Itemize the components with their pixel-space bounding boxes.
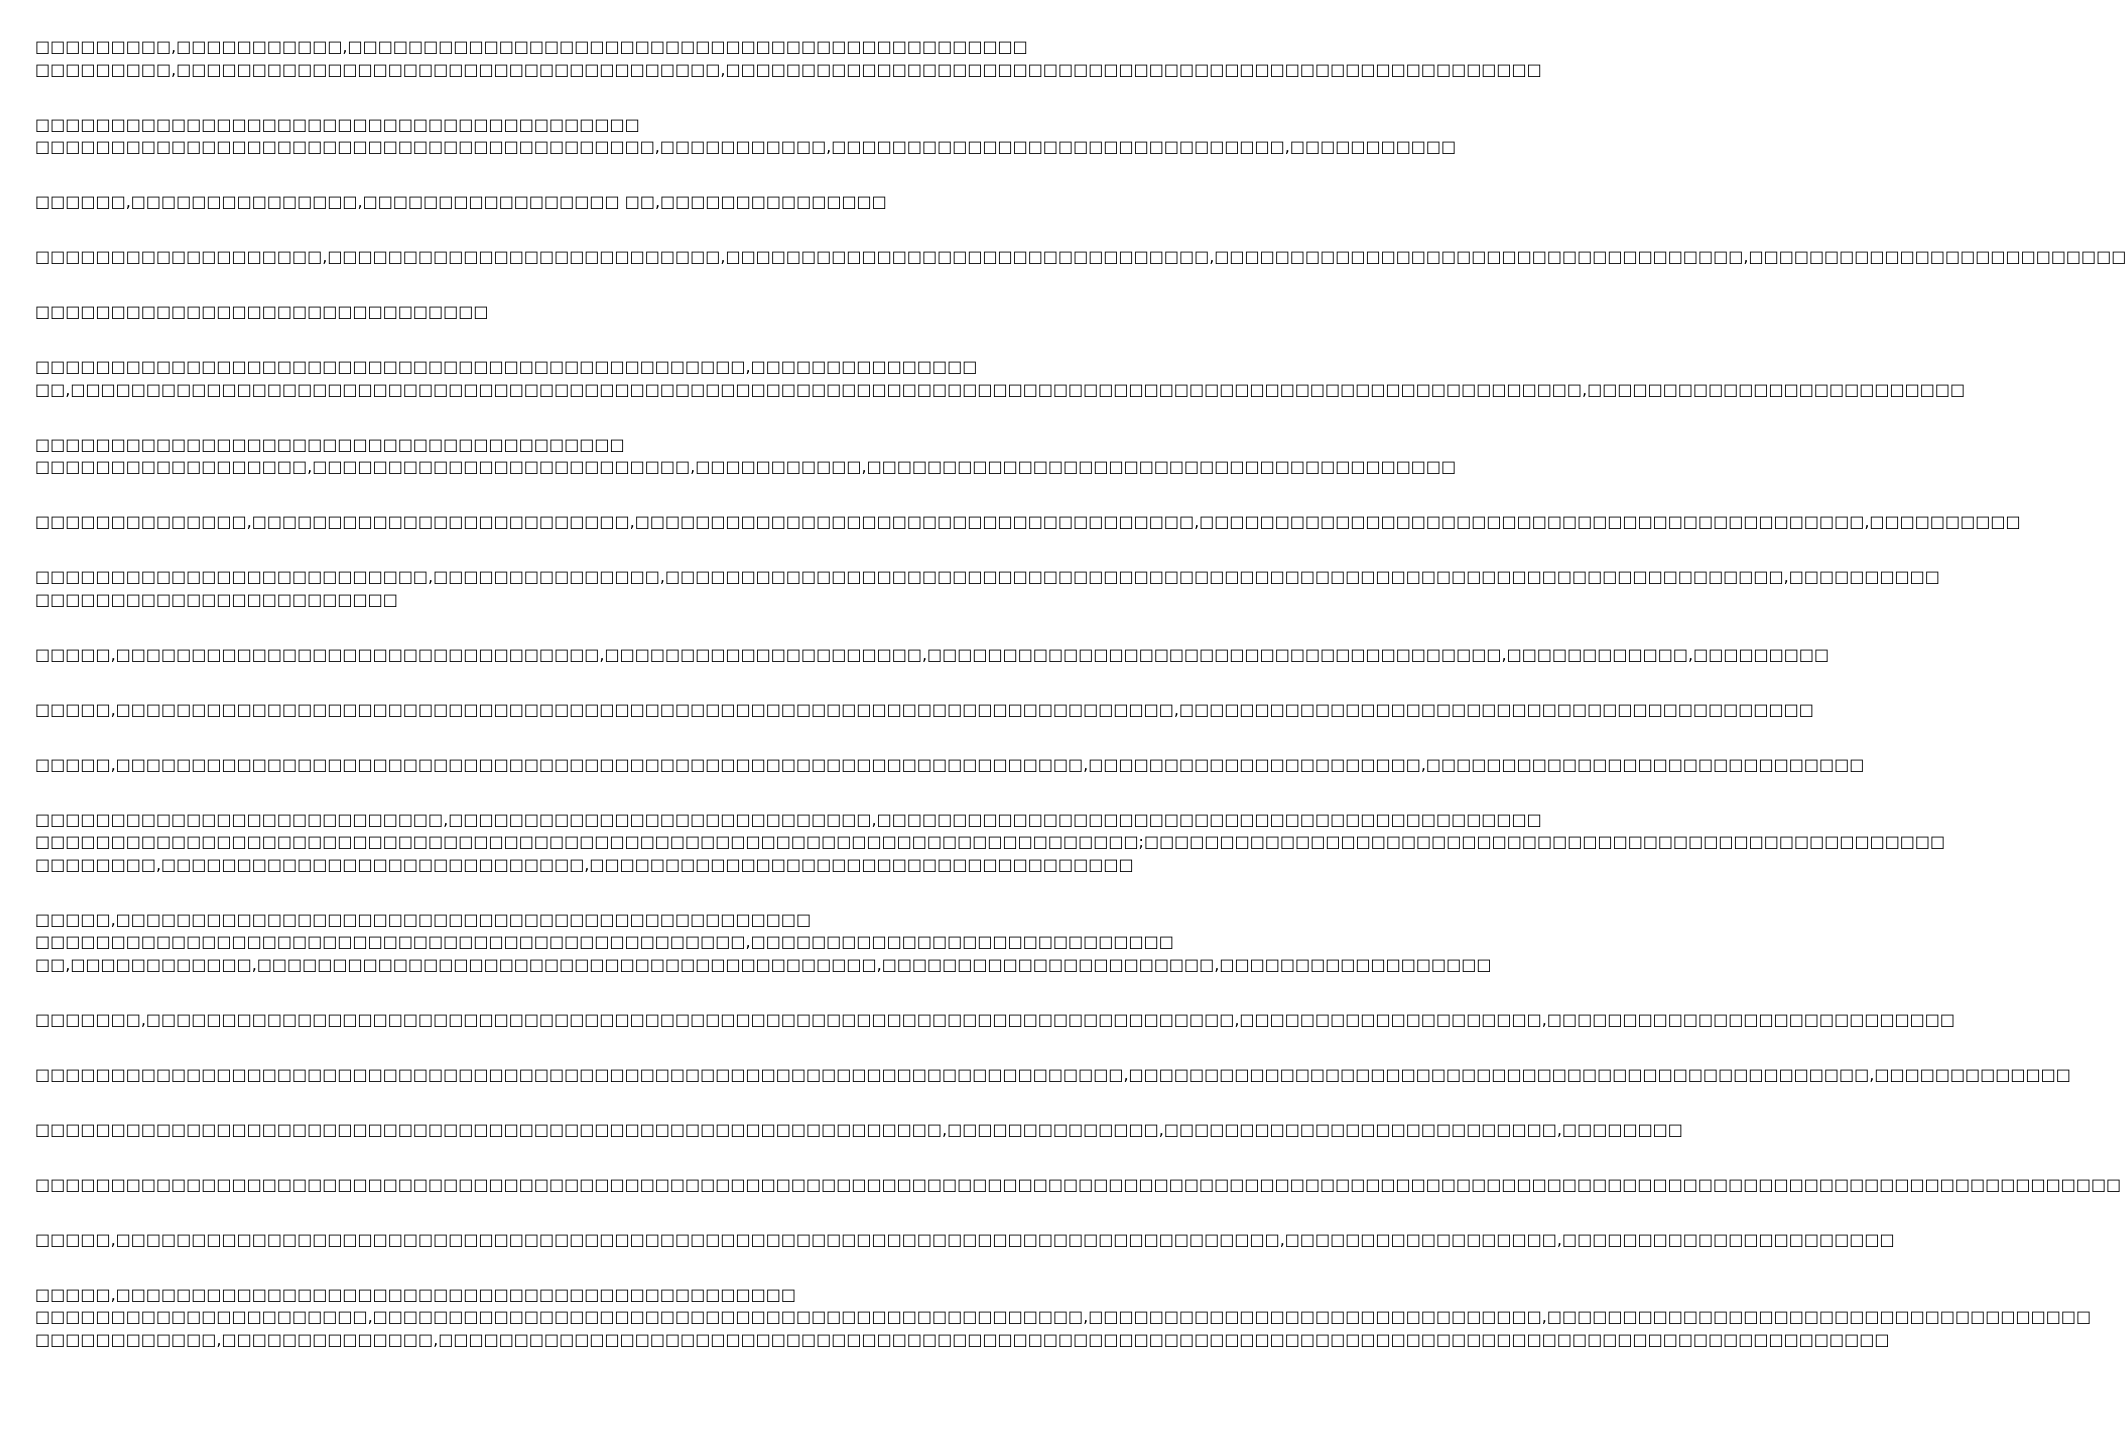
paragraph: [35, 1229, 1895, 1252]
paragraph: [35, 909, 1492, 977]
text-line: □□□□□□□□□□□□□□□□□□□□□□□□□□□□□□□□□□□□□□□: [35, 434, 625, 454]
text-line: □□□□□□□□□□□□□□□□□□□□□□□□□□□□□□□□□□□□□□□□□,□□□□□□□□□□□,□□□□□□□□□□□□□□□□□□□□□□□□□□□□□□,□□□□□□□□□□□: [35, 137, 1457, 156]
text-line: □□□□□,□□□□□□□□□□□□□□□□□□□□□□□□□□□□□□□□□□□□□□□□□□□□□□□□□□□□□□□□□□□□□□□□□□□□□□,□□□□□□□□□□□□□□□□□□□□□□□□□□□□□□□□□□□□□□□□□□: [35, 699, 1814, 719]
text-line: □□□□□□□□□□□□□□□□□□□□□□□□: [35, 589, 398, 609]
paragraph: [35, 754, 1865, 777]
text-line: □□□□□□□□□□□□□□□□□□□□□□□□□□□□□□□□□□□□□□□□□□□□□□□,□□□□□□□□□□□□□□□□□□□□□□□□□□□□: [35, 932, 1174, 951]
text-line: □□□□□,□□□□□□□□□□□□□□□□□□□□□□□□□□□□□□□□□□□□□□□□□□□□□: [35, 1284, 796, 1304]
text-line: □□□□□,□□□□□□□□□□□□□□□□□□□□□□□□□□□□□□□□□□□□□□□□□□□□□□: [35, 909, 812, 929]
text-line: □□□□□□□□□□□□□□,□□□□□□□□□□□□□□□□□□□□□□□□□,□□□□□□□□□□□□□□□□□□□□□□□□□□□□□□□□□□□□□,□□□□□□□□□□□□□□□□□□□□□□□□□□□□□□□□□□□□□□□□□□□□,□□□□□□□□□□: [35, 512, 2021, 531]
text-line: □□□□□□□□□□□□□□□□□□□□□□□□□□□□□□□□□□□□□□□□: [35, 114, 640, 134]
paragraph: [35, 191, 991, 214]
text-line: □□□□□□□□□□□□□□□□□□□□□□□□□□□□□□: [35, 302, 489, 321]
text-line: □□□□□□□□□□□□□□□□□□□□□□□□□□□□□□□□□□□□□□□□□□□□□□□,□□□□□□□□□□□□□□□: [35, 357, 978, 376]
text-line: □□□□□□□□□□□□□□□□□□□□□□□□□□□□□□□□□□□□□□□□□□□□□□□□□□□□□□□□□□□□,□□□□□□□□□□□□□□,□□□□□□□□□□□□□□□□□□□□□□□□□□,□□□□□□□□: [35, 1119, 1683, 1139]
text-line: □□,□□□□□□□□□□□□,□□□□□□□□□□□□□□□□□□□□□□□□□□□□□□□□□□□□□□□□□,□□□□□□□□□□□□□□□□□□□□□□,□□□□□□□□□□□□□□□□□□: [35, 954, 1492, 974]
paragraph: [35, 511, 2021, 534]
text-line: □□□□□□,□□□□□□□□□□□□□□□,□□□□□□□□□□□□□□□□□ □□,□□□□□□□□□□□□□□□: [35, 192, 887, 211]
text-line: □□□□□□□□□,□□□□□□□□□□□□□□□□□□□□□□□□□□□□□□□□□□□□,□□□□□□□□□□□□□□□□□□□□□□□□□□□□□□□□□□□□□□□□□□□□□□□□□□□□□□: [35, 59, 1542, 79]
paragraph: [35, 1119, 1683, 1142]
paragraph: [35, 1174, 2122, 1197]
paragraph: [35, 36, 1542, 81]
text-line: □□□□□□□□□□□□□□□□□□□□□□□□□□□□□□□□□□□□□□□□□□□□□□□□□□□□□□□□□□□□□□□□□□□□□□□□□□□□□□□□□□□□□□□□□□□□□□□□□□□□□□□□□□□□□□□□□□□□□□□□□□□□□□□□□□□□□□□□□□: [35, 1174, 2122, 1194]
paragraph: [35, 1009, 1956, 1032]
paragraph: [35, 1064, 2071, 1087]
text-line: □□□□□,□□□□□□□□□□□□□□□□□□□□□□□□□□□□□□□□□□□□□□□□□□□□□□□□□□□□□□□□□□□□□□□□,□□□□□□□□□□□□□□□□□□□□□□,□□□□□□□□□□□□□□□□□□□□□□□□□□□□□: [35, 754, 1865, 774]
text-line: □□□□□□□□□,□□□□□□□□□□□,□□□□□□□□□□□□□□□□□□□□□□□□□□□□□□□□□□□□□□□□□□□□□: [35, 37, 1028, 56]
text-line: □□□□□□□□□□□□□□□□□□□□□□□□□□,□□□□□□□□□□□□□□□,□□□□□□□□□□□□□□□□□□□□□□□□□□□□□□□□□□□□□□□□□□□□□□□□□□□□□□□□□□□□□□□□□□□□□□□□□□,□□□□□□□□□□: [35, 567, 1940, 586]
paragraph: [35, 1284, 2092, 1352]
paragraph: [35, 356, 1966, 401]
paragraph: [35, 434, 1457, 479]
paragraph: [35, 809, 1946, 877]
text-line: □□□□□□□□□□□□□□□□□□□□□□,□□□□□□□□□□□□□□□□□□□□□□□□□□□□□□□□□□□□□□□□□□□□□□□,□□□□□□□□□□□□□□□□□□□□□□□□□□□□□□,□□□□□□□□□□□□□□□□□□□□□□□□□□□□□□□□□□□□: [35, 1307, 2092, 1326]
text-line: □□□□□□□□□□□□□□□□□□□□□□□□□□□□□□□□□□□□□□□□□□□□□□□□□□□□□□□□□□□□□□□□□□□□□□□□,□□□□□□□□□□□□□□□□□□□□□□□□□□□□□□□□□□□□□□□□□□□□□□□□□,□□□□□□□□□□□□□: [35, 1064, 2071, 1084]
text-line: □□□□□,□□□□□□□□□□□□□□□□□□□□□□□□□□□□□□□□□□□□□□□□□□□□□□□□□□□□□□□□□□□□□□□□□□□□□□□□□□□□□,□□□□□□□□□□□□□□□□□□,□□□□□□□□□□□□□□□□□□□□□□: [35, 1229, 1895, 1249]
text-line: □□□□□□□□□□□□,□□□□□□□□□□□□□□,□□□□□□□□□□□□□□□□□□□□□□□□□□□□□□□□□□□□□□□□□□□□□□□□□□□□□□□□□□□□□□□□□□□□□□□□□□□□□□□□□□□□□□□□□□□□□□□□: [35, 1329, 1890, 1349]
text-line: □□□□□□□□□□□□□□□□□□□□□□□□□□□,□□□□□□□□□□□□□□□□□□□□□□□□□□□□,□□□□□□□□□□□□□□□□□□□□□□□□□□□□□□□□□□□□□□□□□□□□: [35, 809, 1542, 829]
text-line: □□□□□□□□□□□□□□□□□□□,□□□□□□□□□□□□□□□□□□□□□□□□□□,□□□□□□□□□□□□□□□□□□□□□□□□□□□□□□□□,□□□□□□□□□□□□□□□□□□□□□□□□□□□□□□□□□□□,□□□□□□□□□□□□□□□□□□□□□□□□□: [35, 247, 2126, 266]
paragraph: [35, 114, 1457, 159]
text-line: □□□□□□□□,□□□□□□□□□□□□□□□□□□□□□□□□□□□□,□□□□□□□□□□□□□□□□□□□□□□□□□□□□□□□□□□□□: [35, 854, 1134, 874]
text-line: □□□□□□□□□□□□□□□□□□,□□□□□□□□□□□□□□□□□□□□□□□□□,□□□□□□□□□□□,□□□□□□□□□□□□□□□□□□□□□□□□□□□□□□□□□□□□□□□: [35, 457, 1457, 476]
paragraph: [35, 566, 1940, 611]
paragraph: [35, 699, 1814, 722]
text-line: □□□□□□□□□□□□□□□□□□□□□□□□□□□□□□□□□□□□□□□□□□□□□□□□□□□□□□□□□□□□□□□□□□□□□□□□□;□□□□□□□□□□□□□□□□□□□□□□□□□□□□□□□□□□□□□□□□□□□□□□□□□□□□□: [35, 832, 1946, 851]
text-line: □□□□□□□,□□□□□□□□□□□□□□□□□□□□□□□□□□□□□□□□□□□□□□□□□□□□□□□□□□□□□□□□□□□□□□□□□□□□□□□□,□□□□□□□□□□□□□□□□□□□□,□□□□□□□□□□□□□□□□□□□□□□□□□□□: [35, 1009, 1956, 1029]
paragraph: [35, 301, 991, 324]
text-line: □□,□□□□□□□□□□□□□□□□□□□□□□□□□□□□□□□□□□□□□□□□□□□□□□□□□□□□□□□□□□□□□□□□□□□□□□□□□□□□□□□□□□□□□□□□□□□□□□□□□□□□,□□□□□□□□□□□□□□□□□□□□□□□□□: [35, 379, 1966, 399]
document-body: [35, 36, 2126, 1384]
paragraph: [35, 246, 2126, 269]
paragraph: [35, 644, 1830, 667]
text-line: □□□□□,□□□□□□□□□□□□□□□□□□□□□□□□□□□□□□□□,□□□□□□□□□□□□□□□□□□□□□,□□□□□□□□□□□□□□□□□□□□□□□□□□□□□□□□□□□□□□,□□□□□□□□□□□□,□□□□□□□□□: [35, 644, 1830, 664]
